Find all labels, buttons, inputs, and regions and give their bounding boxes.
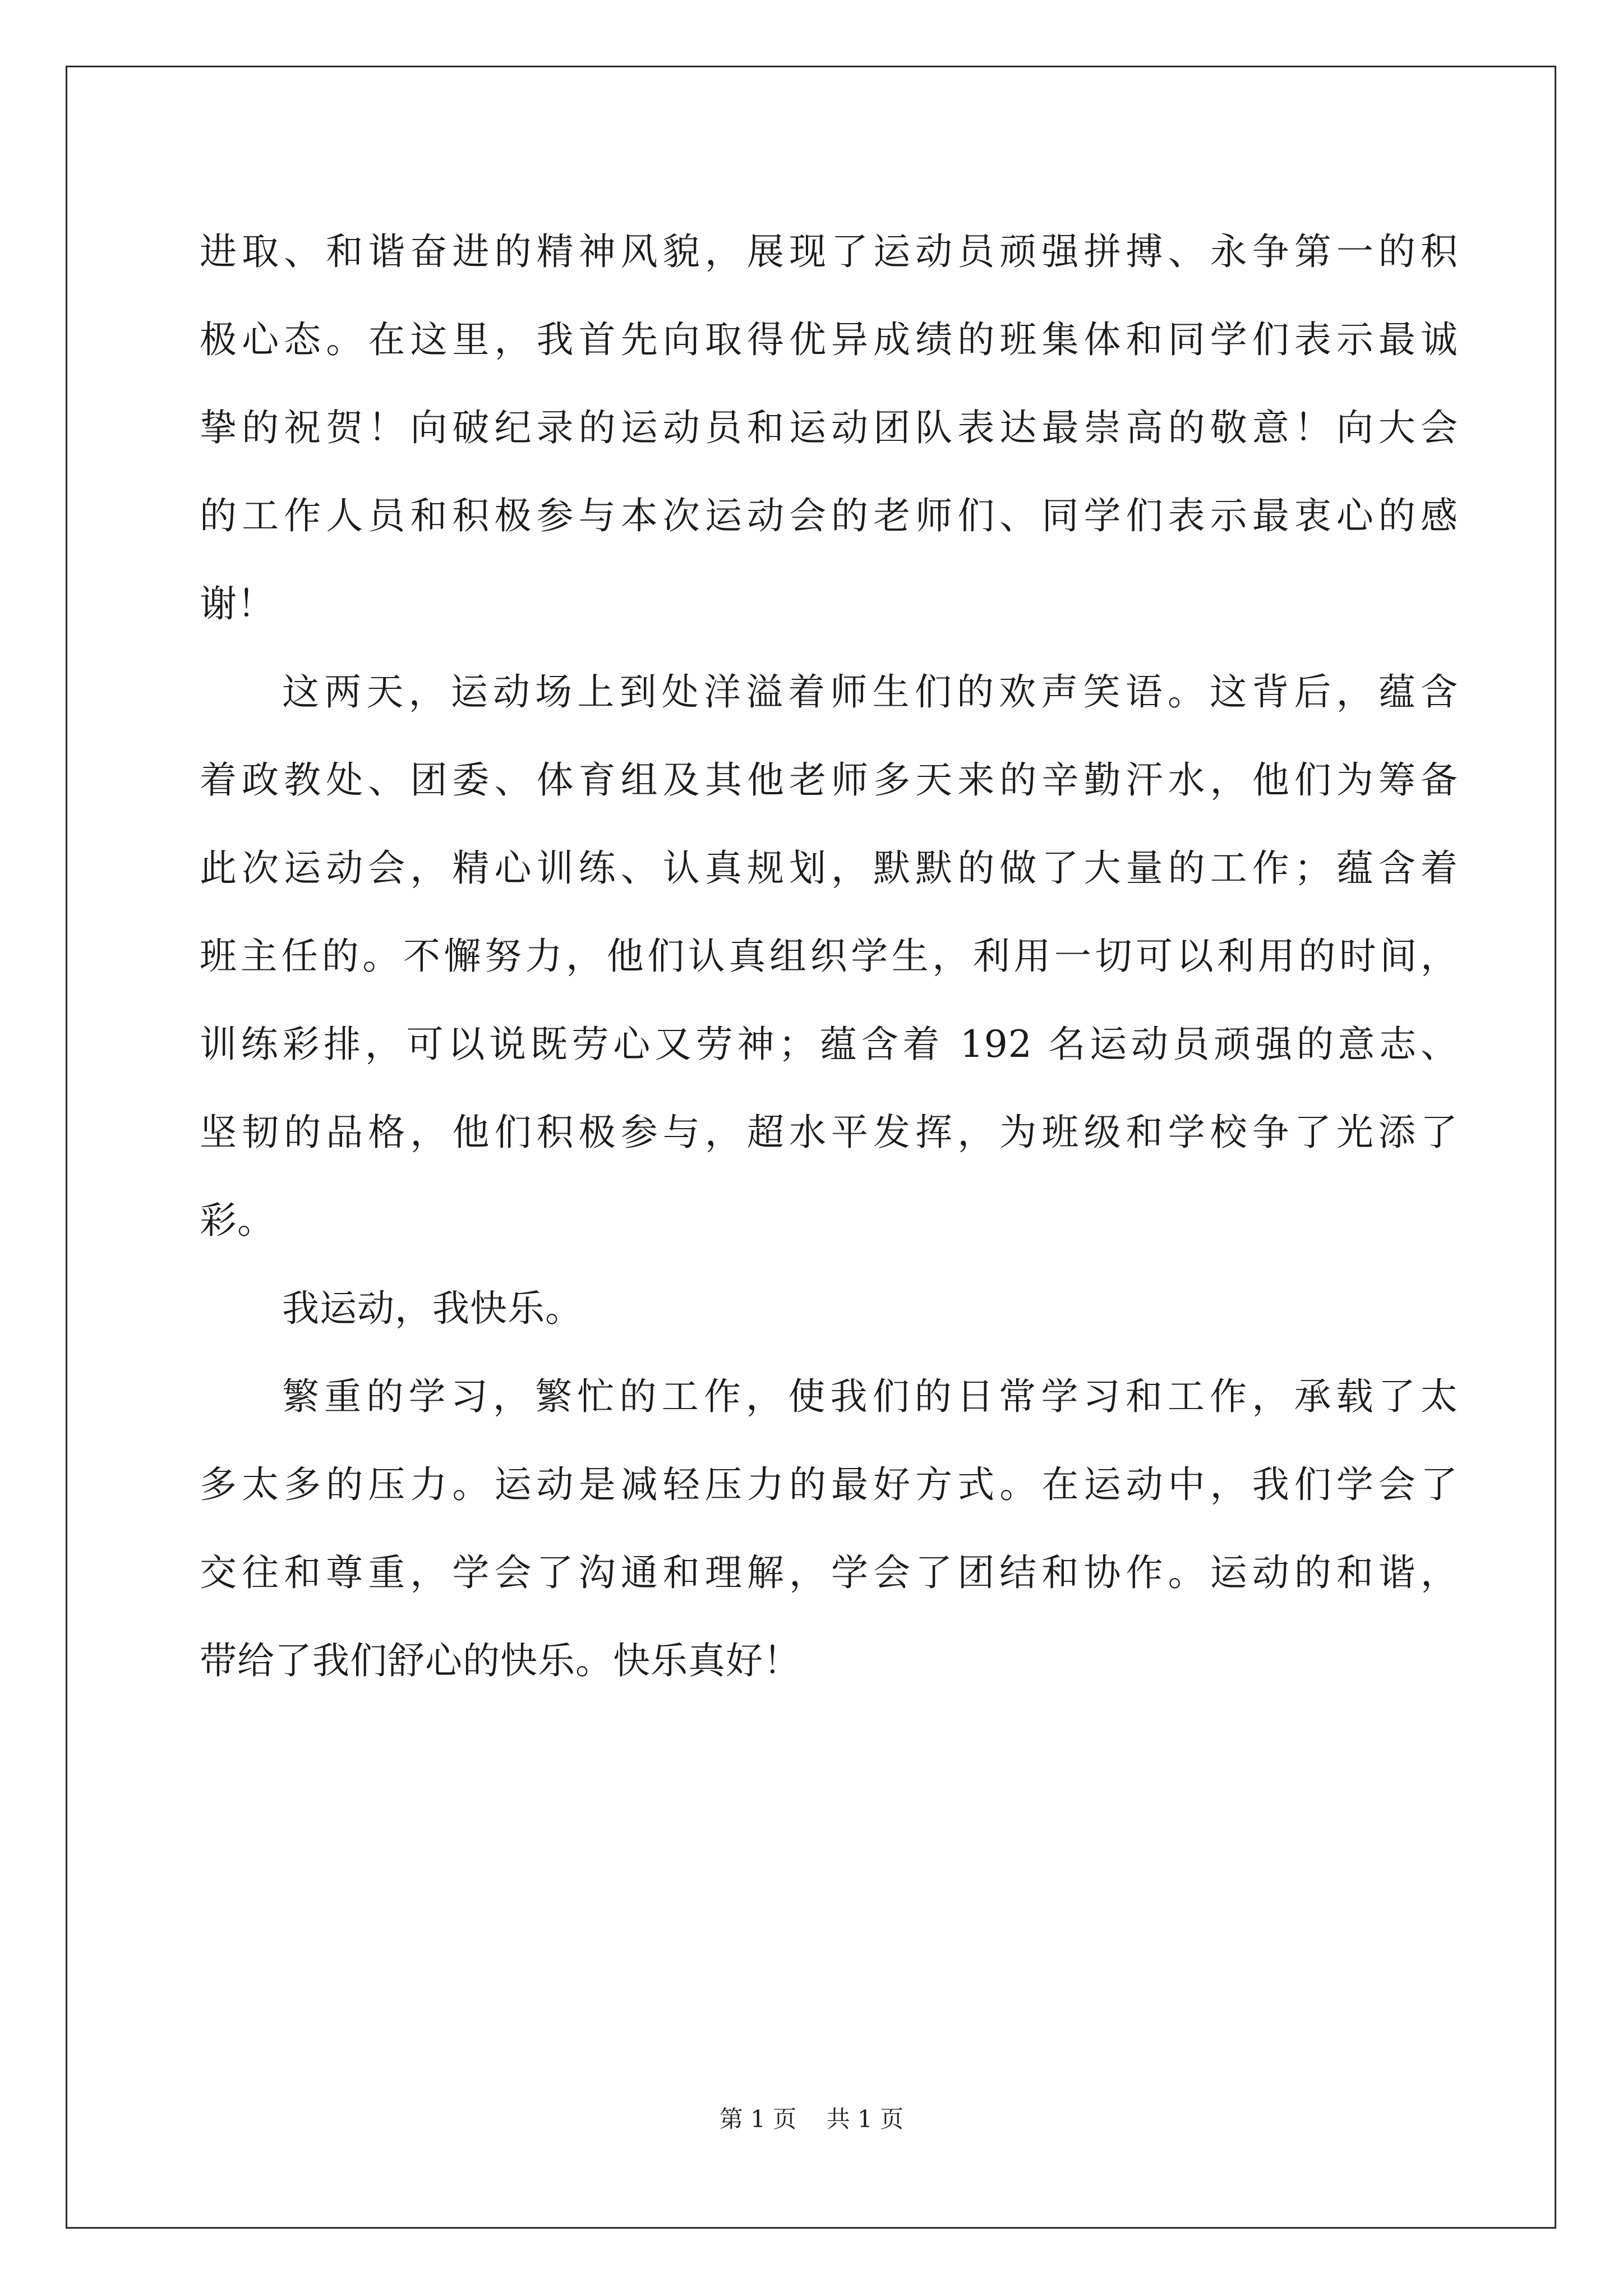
paragraph-first-line: 繁重的学习，繁忙的工作，使我们的日常学习和工作，承载了太 bbox=[282, 1375, 1458, 1418]
text-line: 挚的祝贺！向破纪录的运动员和运动团队表达最崇高的敬意！向大会 bbox=[200, 406, 1458, 449]
text-line: 进取、和谐奋进的精神风貌，展现了运动员顽强拼搏、永争第一的积 bbox=[200, 230, 1458, 273]
text-line: 带给了我们舒心的快乐。快乐真好！ bbox=[200, 1639, 801, 1682]
text-line: 多太多的压力。运动是减轻压力的最好方式。在运动中，我们学会了 bbox=[200, 1463, 1458, 1506]
paragraph-first-line: 这两天，运动场上到处洋溢着师生们的欢声笑语。这背后，蕴含 bbox=[282, 670, 1458, 714]
text-line: 班主任的。不懈努力，他们认真组织学生，利用一切可以利用的时间， bbox=[200, 935, 1458, 978]
paragraph-first-line: 我运动，我快乐。 bbox=[282, 1287, 583, 1330]
text-line: 谢！ bbox=[200, 582, 275, 625]
text-line: 彩。 bbox=[200, 1199, 275, 1242]
text-line: 坚韧的品格，他们积极参与，超水平发挥，为班级和学校争了光添了 bbox=[200, 1111, 1458, 1154]
text-line: 交往和尊重，学会了沟通和理解，学会了团结和协作。运动的和谐， bbox=[200, 1551, 1458, 1594]
text-line: 着政教处、团委、体育组及其他老师多天来的辛勤汗水，他们为筹备 bbox=[200, 758, 1458, 802]
text-line: 此次运动会，精心训练、认真规划，默默的做了大量的工作；蕴含着 bbox=[200, 846, 1458, 890]
text-line: 的工作人员和积极参与本次运动会的老师们、同学们表示最衷心的感 bbox=[200, 494, 1458, 537]
text-line: 训练彩排，可以说既劳心又劳神；蕴含着 192 名运动员顽强的意志、 bbox=[200, 1023, 1458, 1066]
page-number-footer: 第 1 页 共 1 页 bbox=[719, 2105, 904, 2133]
text-line: 极心态。在这里，我首先向取得优异成绩的班集体和同学们表示最诚 bbox=[200, 318, 1458, 361]
